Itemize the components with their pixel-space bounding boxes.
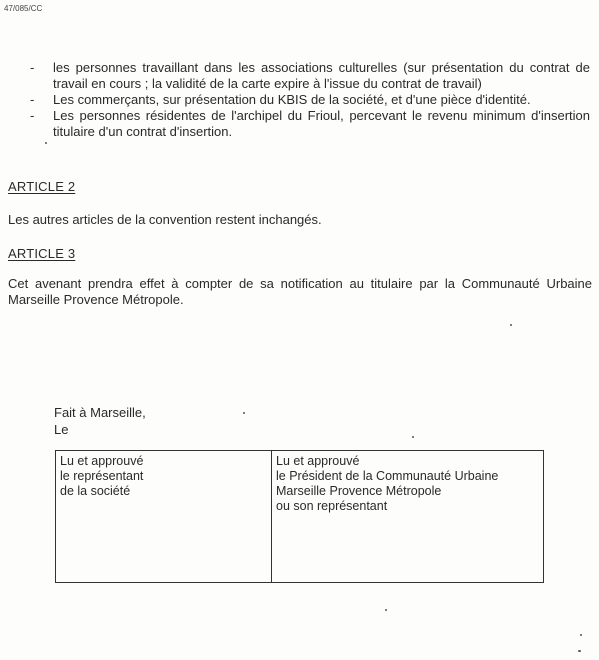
president-signature-line: ou son représentant xyxy=(276,499,388,513)
scan-speck xyxy=(578,650,581,652)
president-signature-line: Marseille Provence Métropole xyxy=(276,484,442,498)
company-signature-line: Lu et approuvé xyxy=(60,454,144,468)
article-3-text: Cet avenant prendra effet à compter de sa notification au titulaire par la Communauté Urbaine Marseille Provence Métropole. xyxy=(8,276,592,307)
bullet-list xyxy=(22,60,590,140)
president-signature-line: le Président de la Communauté Urbaine xyxy=(276,469,499,483)
scan-speck xyxy=(385,609,387,611)
article-2-text: Les autres articles de la convention restent inchangés. xyxy=(8,212,322,227)
signature-table xyxy=(55,450,544,583)
scan-speck xyxy=(412,436,414,438)
list-item xyxy=(22,92,590,108)
list-item xyxy=(22,60,590,92)
bullet-dash: - xyxy=(30,92,35,107)
document-reference: 47/085/CC xyxy=(4,4,43,13)
bullet-text: les personnes travaillant dans les associations culturelles (sur présentation du contrat de travail en cours ; la validité de la carte expire à l'issue du contrat de travail) xyxy=(53,60,590,91)
signature-date-label: Le xyxy=(54,422,69,437)
company-signature-line: de la société xyxy=(60,484,131,498)
company-signature-line: le représentant xyxy=(60,469,144,483)
president-signature-cell xyxy=(272,451,544,583)
bullet-dash: - xyxy=(30,60,35,75)
scan-speck xyxy=(580,634,582,636)
article-2-heading: ARTICLE 2 xyxy=(8,179,76,194)
scan-speck xyxy=(243,412,245,414)
article-3-heading: ARTICLE 3 xyxy=(8,246,76,261)
bullet-text: Les commerçants, sur présentation du KBIS de la société, et d'une pièce d'identité. xyxy=(53,92,531,107)
bullet-text: Les personnes résidentes de l'archipel du Frioul, percevant le revenu minimum d'insertion titulaire d'un contrat d'insertion. xyxy=(53,108,590,139)
signature-place-date xyxy=(54,404,146,438)
president-signature-line: Lu et approuvé xyxy=(276,454,360,468)
scan-speck xyxy=(45,142,47,144)
list-item xyxy=(22,108,590,140)
bullet-dash: - xyxy=(30,108,35,123)
company-signature-cell xyxy=(56,451,272,583)
signature-place: Fait à Marseille, xyxy=(54,405,146,420)
scan-speck xyxy=(510,324,512,326)
